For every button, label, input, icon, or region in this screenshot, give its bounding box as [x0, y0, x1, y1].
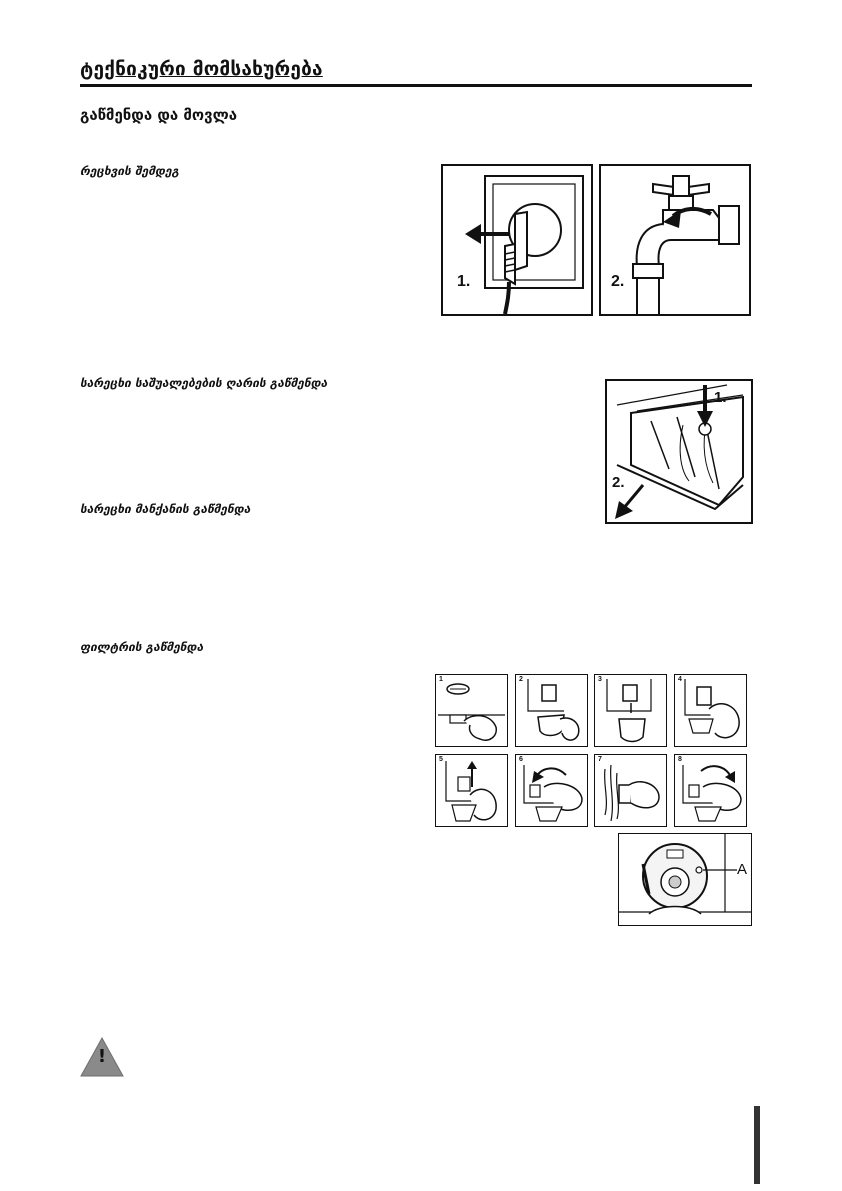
figure-filter-detail: [618, 833, 752, 926]
heading-detergent-drawer: სარეცხი საშუალებების ღარის გაწმენდა: [80, 376, 328, 390]
page-edge-bar: [754, 1106, 760, 1184]
filter-step-number: 4: [678, 676, 682, 683]
title-rule: [80, 84, 752, 87]
heading-machine-cleaning: სარეცხი მანქანის გაწმენდა: [80, 502, 251, 516]
filter-step-tile: [435, 754, 508, 827]
filter-step-number: 5: [439, 756, 443, 763]
heading-after-wash: რეცხვის შემდეგ: [80, 164, 180, 178]
figure-unplug: [441, 164, 593, 316]
filter-step-number: 7: [598, 756, 602, 763]
filter-step-tile: [515, 674, 588, 747]
filter-step-tile: [674, 674, 747, 747]
filter-step-number: 8: [678, 756, 682, 763]
filter-step-number: 2: [519, 676, 523, 683]
filter-step-number: 6: [519, 756, 523, 763]
filter-step-tile: [435, 674, 508, 747]
filter-step-number: 1: [439, 676, 443, 683]
page-title: ტექნიკური მომსახურება: [80, 58, 323, 80]
figure-unplug-step: 1.: [457, 273, 471, 290]
figure-close-tap: [599, 164, 751, 316]
filter-step-tile: [594, 674, 667, 747]
filter-step-number: 3: [598, 676, 602, 683]
section-subtitle: გაწმენდა და მოვლა: [80, 106, 238, 124]
filter-step-tile: [674, 754, 747, 827]
filter-step-tile: [515, 754, 588, 827]
filter-label-a: A: [737, 861, 748, 878]
warning-symbol: !: [97, 1046, 107, 1067]
figure-drawer-step-1: 1.: [714, 389, 727, 406]
heading-filter-cleaning: ფილტრის გაწმენდა: [80, 640, 204, 654]
figure-drawer-step-2: 2.: [612, 474, 625, 491]
figure-detergent-drawer: [605, 379, 753, 524]
figure-tap-step: 2.: [611, 273, 625, 290]
filter-step-tile: [594, 754, 667, 827]
